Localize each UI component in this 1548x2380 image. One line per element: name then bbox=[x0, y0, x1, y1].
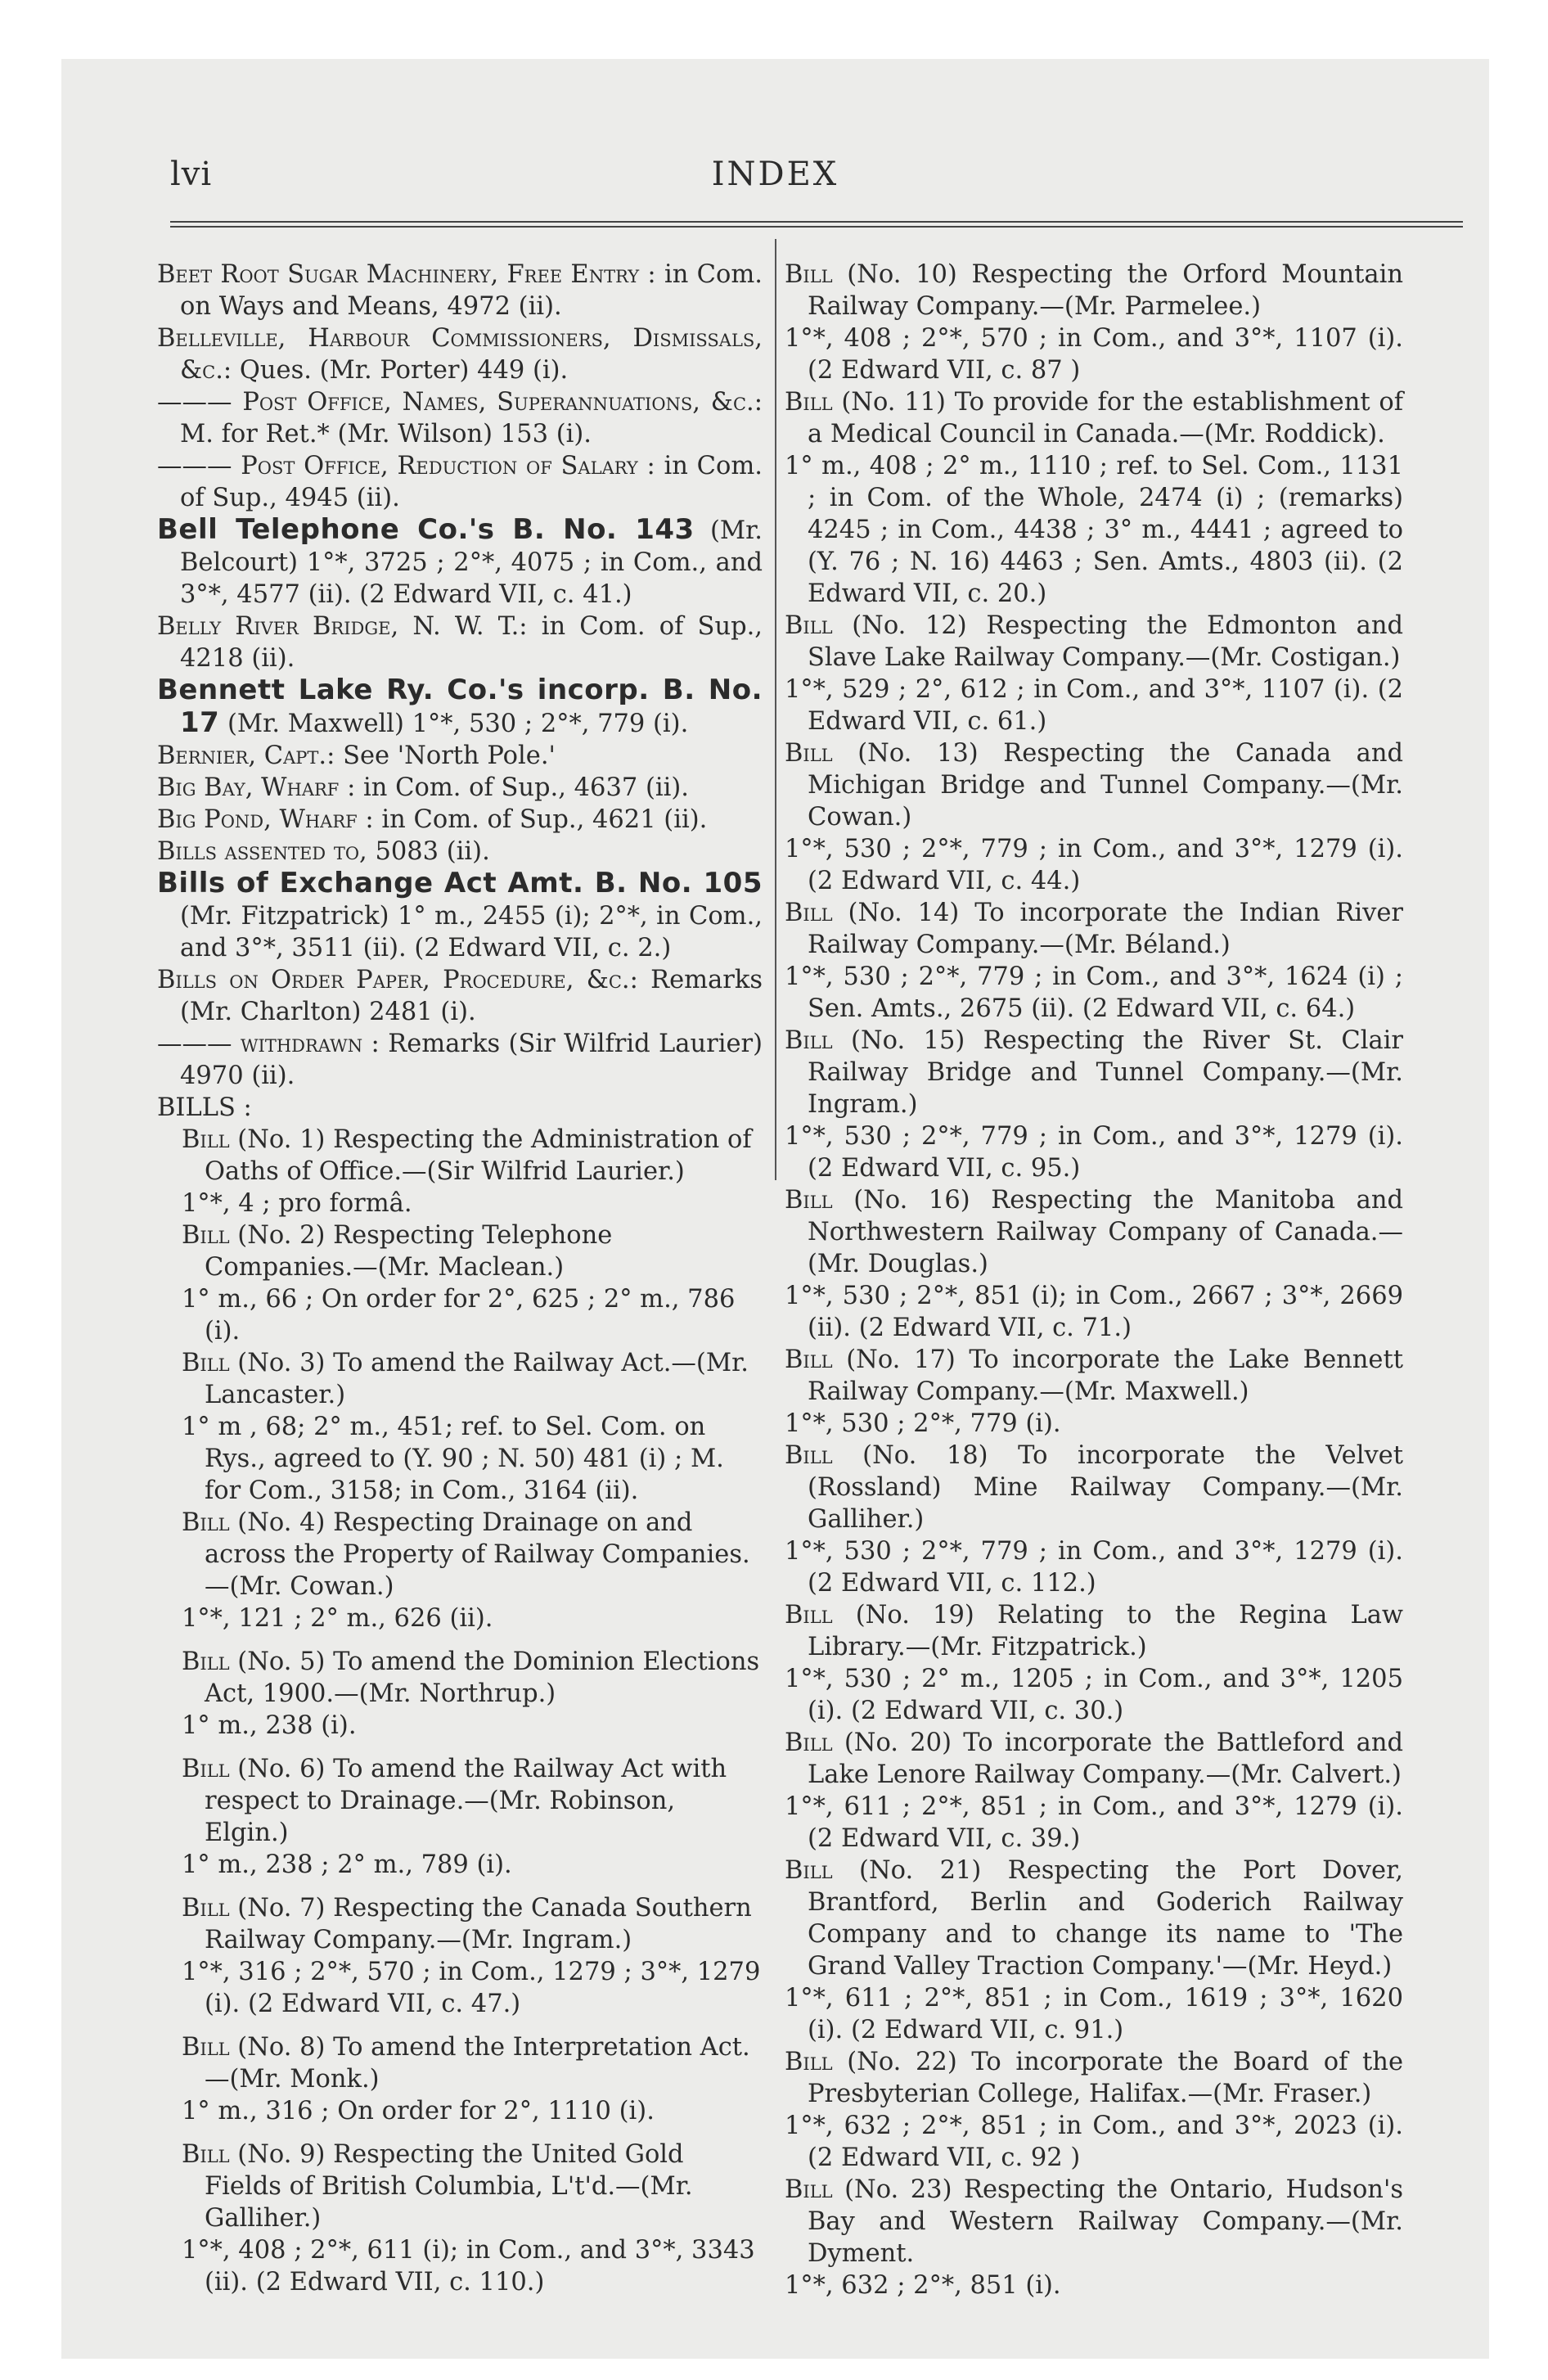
bill-label: Bill bbox=[785, 1601, 833, 1629]
entry-detail: Remarks (Mr. Charlton) 2481 (i). bbox=[180, 966, 763, 1026]
entry-heading: Big Bay, Wharf : bbox=[157, 773, 356, 802]
bill-label: Bill bbox=[785, 1729, 833, 1757]
index-entry bbox=[157, 836, 763, 868]
bill-entry bbox=[157, 1347, 763, 1507]
bill-title: (No. 1) Respecting the Administration of Oaths of Office.—(Sir Wilfrid Laurier.) bbox=[205, 1125, 752, 1186]
bill-references: 1° m., 408 ; 2° m., 1110 ; ref. to Sel. Com., 1131 ; in Com. of the Whole, 2474 (i) ; (remarks) 4245 ; in Com., 4438 ; 3° m., 4441 ; agreed to (Y. 76 ; N. 16) 4463 ; Sen. Amts., 4803 (ii). (2 Edward VII, c. 20.) bbox=[785, 452, 1403, 608]
bill-title: (No. 12) Respecting the Edmonton and Slave Lake Railway Company.—(Mr. Costigan.) bbox=[808, 611, 1403, 672]
entry-heading: Bills assented to, bbox=[157, 837, 367, 866]
bill-title: (No. 16) Respecting the Manitoba and Northwestern Railway Company of Canada.—(Mr. Douglas.) bbox=[808, 1186, 1403, 1278]
bill-entry bbox=[785, 1855, 1403, 2046]
bill-entry bbox=[157, 1892, 763, 2020]
bill-entry bbox=[157, 1124, 763, 1219]
index-entry: ——— Post Office, Reduction of Salary : in Com. of Sup., 4945 (ii). bbox=[157, 452, 763, 512]
entry-heading: Big Pond, Wharf : bbox=[157, 805, 374, 834]
bill-label: Bill bbox=[182, 1508, 230, 1537]
entry-heading: Bernier, Capt.: bbox=[157, 741, 335, 770]
bill-entry bbox=[785, 610, 1403, 737]
bill-title: (No. 17) To incorporate the Lake Bennett Railway Company.—(Mr. Maxwell.) bbox=[808, 1346, 1403, 1406]
bill-title: (No. 20) To incorporate the Battleford and Lake Lenore Railway Company.—(Mr. Calvert.) bbox=[808, 1729, 1403, 1789]
index-entry bbox=[157, 804, 763, 836]
bill-references: 1° m , 68; 2° m., 451; ref. to Sel. Com. on Rys., agreed to (Y. 90 ; N. 50) 481 (i) ; M. for Com., 3158; in Com., 3164 (ii). bbox=[182, 1413, 724, 1505]
bill-entry bbox=[785, 2046, 1403, 2174]
bill-label: Bill bbox=[785, 1186, 833, 1215]
bill-label: Bill bbox=[182, 1894, 230, 1922]
bill-title: (No. 23) Respecting the Ontario, Hudson's Bay and Western Railway Company.—(Mr. Dyment. bbox=[808, 2175, 1403, 2268]
entry-heading: Post Office, Names, Superannuations, &c.: bbox=[242, 388, 763, 417]
bill-title: (No. 18) To incorporate the Velvet (Rossland) Mine Railway Company.—(Mr. Galliher.) bbox=[808, 1441, 1403, 1534]
bill-entry bbox=[785, 1184, 1403, 1344]
bill-references: 1°*, 316 ; 2°*, 570 ; in Com., 1279 ; 3°*, 1279 (i). (2 Edward VII, c. 47.) bbox=[182, 1958, 761, 2018]
section-heading bbox=[157, 1092, 763, 1124]
bill-entry bbox=[785, 1599, 1403, 1727]
bill-references: 1° m., 316 ; On order for 2°, 1110 (i). bbox=[182, 2097, 655, 2125]
entry-heading: Bills on Order Paper, Procedure, &c.: bbox=[157, 966, 638, 994]
page-title: INDEX bbox=[711, 156, 839, 193]
bill-title: (No. 21) Respecting the Port Dover, Brantford, Berlin and Goderich Railway Company and to change its name to 'The Grand Valley Traction Company.'—(Mr. Heyd.) bbox=[808, 1856, 1403, 1981]
bill-title: (No. 8) To amend the Interpretation Act.—(Mr. Monk.) bbox=[205, 2033, 750, 2094]
bill-title: (No. 15) Respecting the River St. Clair Railway Bridge and Tunnel Company.—(Mr. Ingram.) bbox=[808, 1026, 1403, 1119]
index-entry bbox=[157, 868, 763, 964]
bill-references: 1°*, 632 ; 2°*, 851 (i). bbox=[785, 2271, 1061, 2300]
bill-heading: Bills of Exchange Act Amt. B. No. 105 bbox=[157, 867, 763, 899]
bill-title: (No. 6) To amend the Railway Act with respect to Drainage.—(Mr. Robinson, Elgin.) bbox=[205, 1755, 727, 1847]
entry-detail: Remarks (Sir Wilfrid Laurier) 4970 (ii). bbox=[180, 1030, 763, 1090]
entry-detail: M. for Ret.* (Mr. Wilson) 153 (i). bbox=[180, 420, 592, 449]
bill-label: Bill bbox=[785, 1026, 833, 1055]
bill-title: (No. 4) Respecting Drainage on and across the Property of Railway Companies.—(Mr. Cowan.) bbox=[205, 1508, 750, 1601]
bill-title: (No. 10) Respecting the Orford Mountain Railway Company.—(Mr. Parmelee.) bbox=[808, 260, 1403, 321]
bill-references: 1°*, 408 ; 2°*, 611 (i); in Com., and 3°*, 3343 (ii). (2 Edward VII, c. 110.) bbox=[182, 2236, 755, 2297]
bill-label: Bill bbox=[182, 1755, 230, 1783]
bill-title: (No. 22) To incorporate the Board of the Presbyterian College, Halifax.—(Mr. Fraser.) bbox=[808, 2048, 1403, 2108]
column-divider bbox=[775, 239, 776, 1180]
bill-references: 1°*, 530 ; 2°*, 779 ; in Com., and 3°*, 1279 (i). (2 Edward VII, c. 95.) bbox=[785, 1122, 1403, 1183]
bill-entry bbox=[785, 386, 1403, 610]
index-entry: ——— Post Office, Names, Superannuations, &c.: M. for Ret.* (Mr. Wilson) 153 (i). bbox=[157, 388, 763, 449]
bill-references: 1°*, 611 ; 2°*, 851 ; in Com., and 3°*, 1279 (i). (2 Edward VII, c. 39.) bbox=[785, 1792, 1403, 1853]
bill-references: 1°*, 4 ; pro formâ. bbox=[182, 1189, 412, 1218]
book-page bbox=[61, 59, 1489, 2359]
entry-detail: in Com. of Sup., 4621 (ii). bbox=[373, 805, 708, 834]
page-header bbox=[61, 59, 1489, 231]
bill-title: (No. 2) Respecting Telephone Companies.—(Mr. Maclean.) bbox=[205, 1221, 613, 1282]
bill-references: 1°*, 632 ; 2°*, 851 ; in Com., and 3°*, 2023 (i). (2 Edward VII, c. 92 ) bbox=[785, 2112, 1403, 2172]
entry-detail: (Mr. Fitzpatrick) 1° m., 2455 (i); 2°*, in Com., and 3°*, 3511 (ii). (2 Edward VII, c. 2.) bbox=[180, 902, 763, 962]
entry-heading: withdrawn : bbox=[240, 1030, 380, 1058]
entry-detail: in Com. of Sup., 4945 (ii). bbox=[180, 452, 763, 512]
bill-label: Bill bbox=[785, 388, 833, 417]
entry-detail: Ques. (Mr. Porter) 449 (i). bbox=[232, 356, 569, 385]
entry-detail: 5083 (ii). bbox=[367, 837, 490, 866]
bill-entry bbox=[785, 897, 1403, 1025]
index-entry bbox=[157, 611, 763, 674]
bill-label: Bill bbox=[785, 2048, 833, 2076]
entry-detail: (Mr. Belcourt) 1°*, 3725 ; 2°*, 4075 ; in Com., and 3°*, 4577 (ii). (2 Edward VII, c. 41.) bbox=[180, 516, 763, 609]
bill-entry bbox=[157, 1753, 763, 1881]
bill-references: 1°*, 529 ; 2°, 612 ; in Com., and 3°*, 1107 (i). (2 Edward VII, c. 61.) bbox=[785, 675, 1403, 736]
index-entry bbox=[157, 259, 763, 322]
bill-label: Bill bbox=[182, 2033, 230, 2062]
bill-entry bbox=[785, 737, 1403, 897]
bill-references: 1°*, 530 ; 2°*, 779 ; in Com., and 3°*, 1624 (i) ; Sen. Amts., 2675 (ii). (2 Edward VII, c. 64.) bbox=[785, 962, 1403, 1023]
bill-title: (No. 19) Relating to the Regina Law Library.—(Mr. Fitzpatrick.) bbox=[808, 1601, 1403, 1661]
bill-title: (No. 11) To provide for the establishment of a Medical Council in Canada.—(Mr. Roddick). bbox=[808, 388, 1403, 449]
entry-detail: See 'North Pole.' bbox=[335, 741, 556, 770]
index-entry: ——— withdrawn : Remarks (Sir Wilfrid Laurier) 4970 (ii). bbox=[157, 1030, 763, 1090]
bill-heading: Bell Telephone Co.'s B. No. 143 bbox=[157, 513, 695, 546]
bill-label: Bill bbox=[182, 1648, 230, 1676]
bill-references: 1° m., 238 ; 2° m., 789 (i). bbox=[182, 1850, 512, 1879]
bill-entry bbox=[157, 2031, 763, 2127]
bill-label: Bill bbox=[785, 899, 833, 927]
bill-entry bbox=[785, 1344, 1403, 1440]
header-rule bbox=[170, 221, 1463, 228]
bill-references: 1° m., 66 ; On order for 2°, 625 ; 2° m., 786 (i). bbox=[182, 1285, 736, 1346]
bill-references: 1°*, 611 ; 2°*, 851 ; in Com., 1619 ; 3°*, 1620 (i). (2 Edward VII, c. 91.) bbox=[785, 1984, 1403, 2044]
bill-references: 1°*, 530 ; 2°*, 779 ; in Com., and 3°*, 1279 (i). (2 Edward VII, c. 44.) bbox=[785, 835, 1403, 895]
bill-entry bbox=[785, 2174, 1403, 2301]
bill-label: Bill bbox=[785, 1441, 833, 1470]
page-number: lvi bbox=[170, 156, 213, 193]
entry-detail: (Mr. Maxwell) 1°*, 530 ; 2°*, 779 (i). bbox=[219, 710, 689, 738]
bill-label: Bill bbox=[182, 1125, 230, 1154]
entry-heading: Belly River Bridge, N. W. T.: bbox=[157, 612, 528, 641]
bill-references: 1°*, 121 ; 2° m., 626 (ii). bbox=[182, 1604, 493, 1633]
bill-label: Bill bbox=[785, 1856, 833, 1885]
bill-entry bbox=[157, 1507, 763, 1634]
bill-references: 1°*, 530 ; 2°*, 779 (i). bbox=[785, 1409, 1061, 1438]
index-entry bbox=[157, 964, 763, 1028]
bill-label: Bill bbox=[182, 1349, 230, 1377]
bill-references: 1°*, 530 ; 2°*, 851 (i); in Com., 2667 ; 3°*, 2669 (ii). (2 Edward VII, c. 71.) bbox=[785, 1282, 1403, 1342]
bill-title: (No. 9) Respecting the United Gold Fields of British Columbia, L't'd.—(Mr. Galliher.) bbox=[205, 2140, 693, 2233]
bill-label: Bill bbox=[785, 260, 833, 289]
bill-title: (No. 7) Respecting the Canada Southern Railway Company.—(Mr. Ingram.) bbox=[205, 1894, 752, 1954]
bill-entry bbox=[785, 1440, 1403, 1599]
bill-entry bbox=[785, 1727, 1403, 1855]
index-entry bbox=[157, 772, 763, 804]
bill-label: Bill bbox=[182, 1221, 230, 1250]
bills-heading: BILLS : bbox=[157, 1093, 252, 1122]
bill-title: (No. 3) To amend the Railway Act.—(Mr. Lancaster.) bbox=[205, 1349, 749, 1409]
bill-references: 1°*, 530 ; 2° m., 1205 ; in Com., and 3°*, 1205 (i). (2 Edward VII, c. 30.) bbox=[785, 1665, 1403, 1725]
index-entry bbox=[157, 322, 763, 386]
entry-detail: in Com. of Sup., 4218 (ii). bbox=[180, 612, 763, 673]
entry-heading: Post Office, Reduction of Salary : bbox=[241, 452, 655, 480]
bill-heading: Bennett Lake Ry. Co.'s incorp. B. No. 17 bbox=[157, 674, 763, 739]
bill-label: Bill bbox=[785, 1346, 833, 1374]
entry-detail: in Com. on Ways and Means, 4972 (ii). bbox=[180, 260, 763, 321]
bill-entry bbox=[157, 2139, 763, 2298]
bill-title: (No. 13) Respecting the Canada and Michigan Bridge and Tunnel Company.—(Mr. Cowan.) bbox=[808, 739, 1403, 832]
index-entry bbox=[157, 740, 763, 772]
bill-entry bbox=[785, 1025, 1403, 1184]
bill-entry bbox=[157, 1219, 763, 1347]
bill-label: Bill bbox=[785, 611, 833, 640]
index-entry bbox=[157, 674, 763, 740]
bill-entry bbox=[785, 259, 1403, 386]
right-column bbox=[785, 259, 1403, 2301]
bill-label: Bill bbox=[785, 2175, 833, 2204]
bill-references: 1°*, 408 ; 2°*, 570 ; in Com., and 3°*, 1107 (i). (2 Edward VII, c. 87 ) bbox=[785, 324, 1403, 385]
bill-references: 1°*, 530 ; 2°*, 779 ; in Com., and 3°*, 1279 (i). (2 Edward VII, c. 112.) bbox=[785, 1537, 1403, 1598]
entry-detail: in Com. of Sup., 4637 (ii). bbox=[355, 773, 689, 802]
index-entry bbox=[157, 514, 763, 611]
bill-title: (No. 14) To incorporate the Indian River Railway Company.—(Mr. Béland.) bbox=[808, 899, 1403, 959]
bill-entry bbox=[157, 1646, 763, 1742]
bill-title: (No. 5) To amend the Dominion Elections Act, 1900.—(Mr. Northrup.) bbox=[205, 1648, 760, 1708]
bill-references: 1° m., 238 (i). bbox=[182, 1711, 357, 1740]
bill-label: Bill bbox=[182, 2140, 230, 2169]
bill-label: Bill bbox=[785, 739, 833, 768]
entry-heading: Beet Root Sugar Machinery, Free Entry : bbox=[157, 260, 656, 289]
entry-heading: Belleville, Harbour Commissioners, Dismissals, &c.: bbox=[157, 324, 763, 385]
left-column bbox=[157, 259, 763, 2298]
